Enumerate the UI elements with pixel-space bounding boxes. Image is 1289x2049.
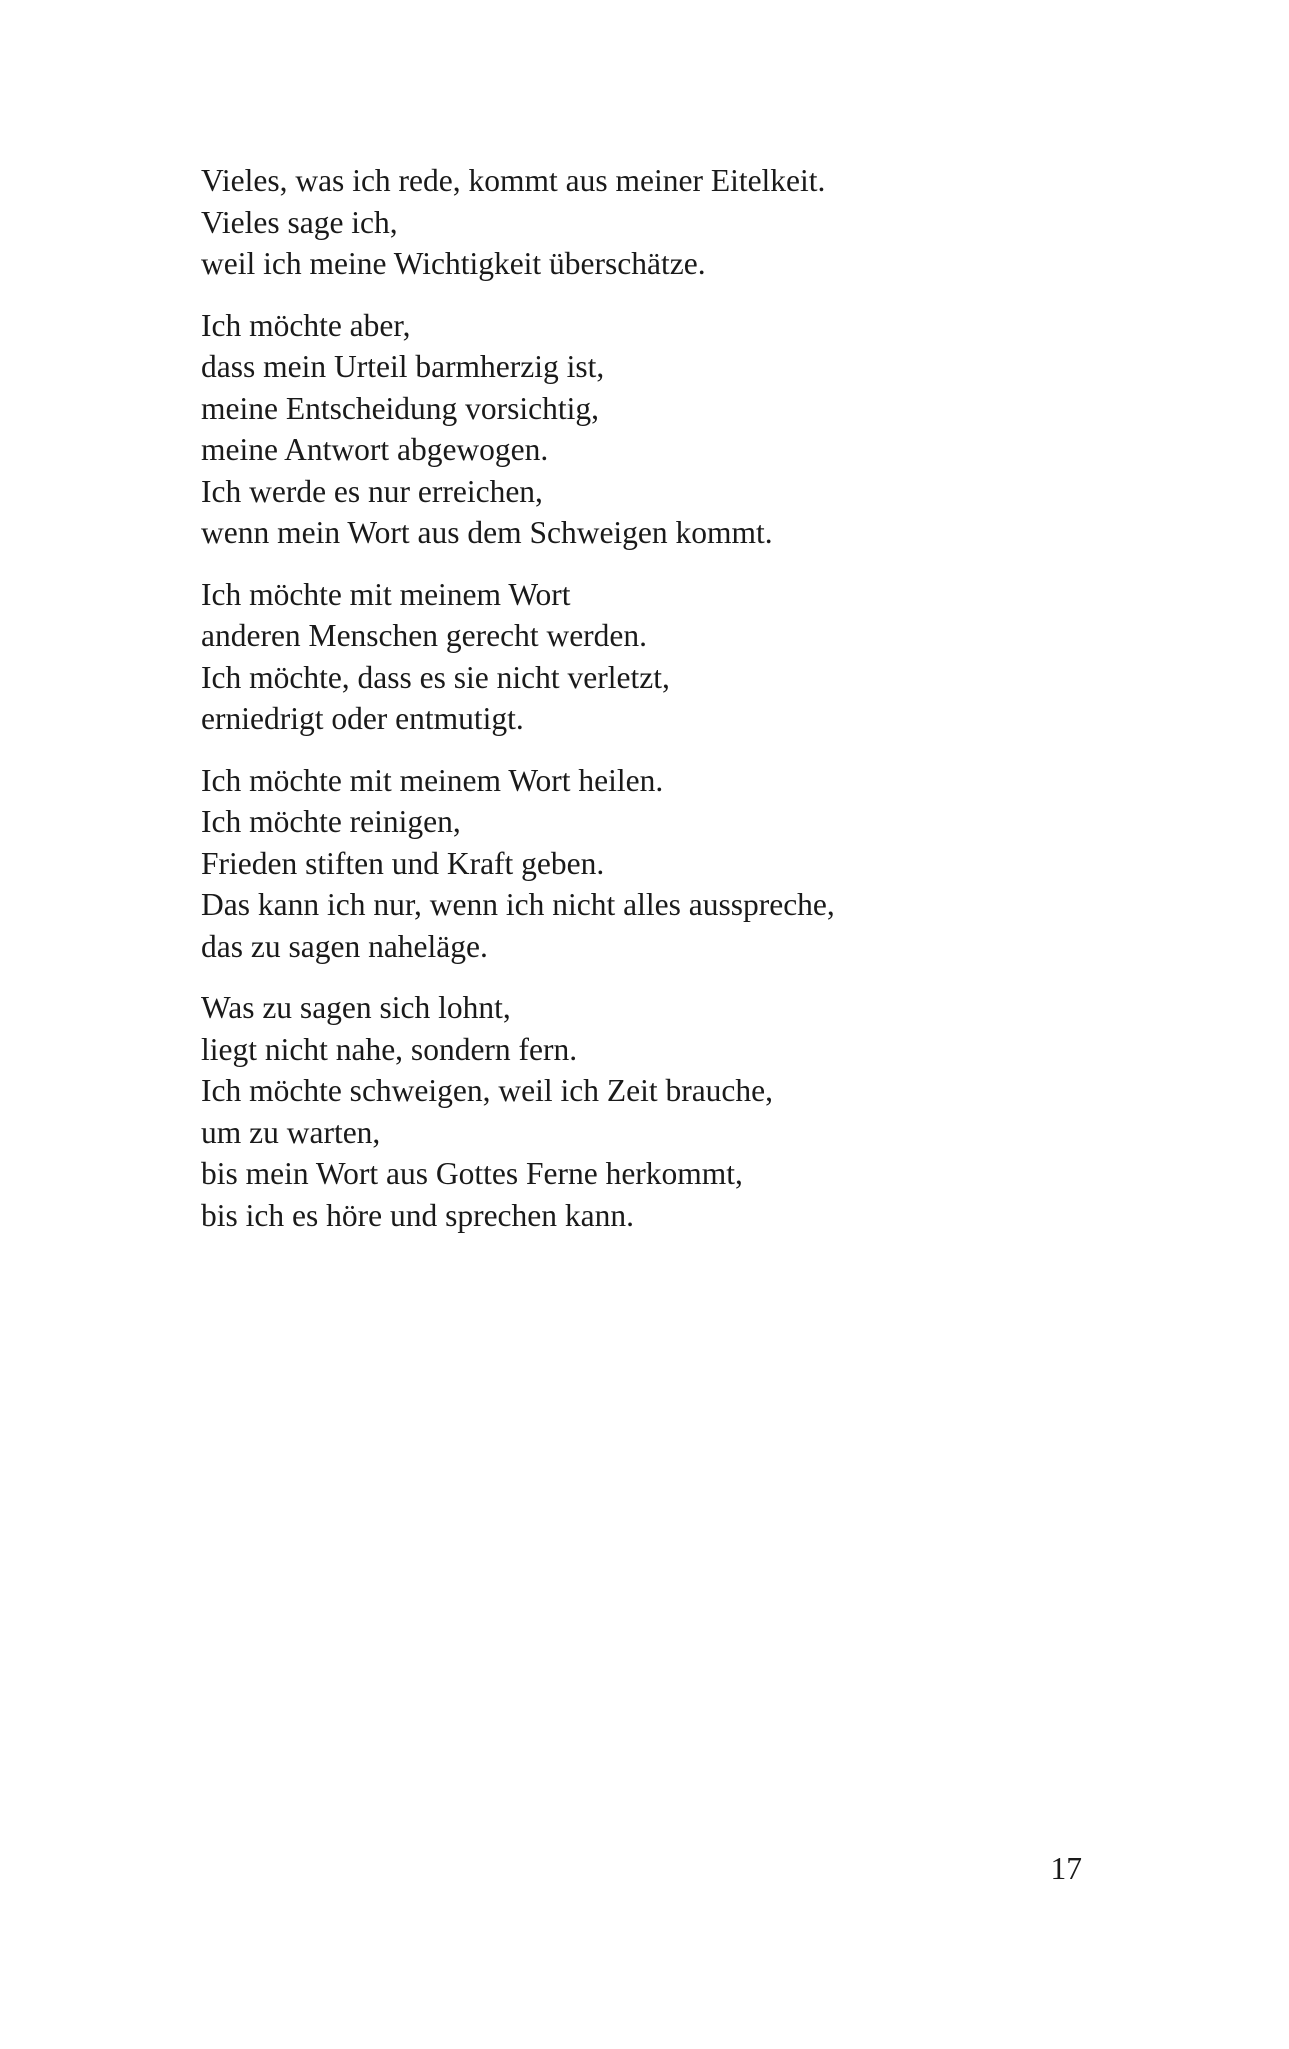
poem-line: meine Antwort abgewogen. bbox=[201, 432, 549, 467]
stanza bbox=[201, 574, 1101, 740]
poem-line: das zu sagen naheläge. bbox=[201, 928, 488, 964]
poem-line: Das kann ich nur, wenn ich nicht alles ausspreche, bbox=[201, 887, 835, 922]
poem-line: anderen Menschen gerecht werden. bbox=[201, 618, 648, 653]
poem-line: liegt nicht nahe, sondern fern. bbox=[201, 1031, 578, 1067]
poem-line: Frieden stiften und Kraft geben. bbox=[201, 845, 605, 881]
poem-line: Ich möchte schweigen, weil ich Zeit brauche, bbox=[201, 1073, 774, 1108]
poem-line: Ich möchte, dass es sie nicht verletzt, bbox=[201, 659, 670, 695]
poem bbox=[201, 160, 1101, 1256]
poem-line: wenn mein Wort aus dem Schweigen kommt. bbox=[201, 515, 773, 550]
poem-line: meine Entscheidung vorsichtig, bbox=[201, 390, 600, 426]
stanza bbox=[201, 305, 1101, 554]
poem-line: Vieles, was ich rede, kommt aus meiner Eitelkeit. bbox=[201, 163, 826, 198]
poem-line: Vieles sage ich, bbox=[201, 204, 398, 240]
poem-line: Was zu sagen sich lohnt, bbox=[201, 990, 511, 1025]
stanza bbox=[201, 760, 1101, 968]
poem-line: Ich möchte reinigen, bbox=[201, 804, 461, 839]
page-number: 17 bbox=[1050, 1851, 1082, 1886]
poem-line: Ich möchte mit meinem Wort heilen. bbox=[201, 762, 664, 798]
poem-line: weil ich meine Wichtigkeit überschätze. bbox=[201, 246, 706, 281]
poem-line: bis mein Wort aus Gottes Ferne herkommt, bbox=[201, 1156, 743, 1191]
poem-line: Ich werde es nur erreichen, bbox=[201, 473, 543, 509]
poem-line: Ich möchte mit meinem Wort bbox=[201, 576, 571, 612]
poem-line: um zu warten, bbox=[201, 1114, 381, 1150]
poem-line: Ich möchte aber, bbox=[201, 307, 411, 343]
stanza bbox=[201, 987, 1101, 1236]
poem-line: bis ich es höre und sprechen kann. bbox=[201, 1197, 635, 1233]
stanza bbox=[201, 160, 1101, 285]
poem-line: dass mein Urteil barmherzig ist, bbox=[201, 349, 605, 384]
poem-line: erniedrigt oder entmutigt. bbox=[201, 701, 524, 736]
